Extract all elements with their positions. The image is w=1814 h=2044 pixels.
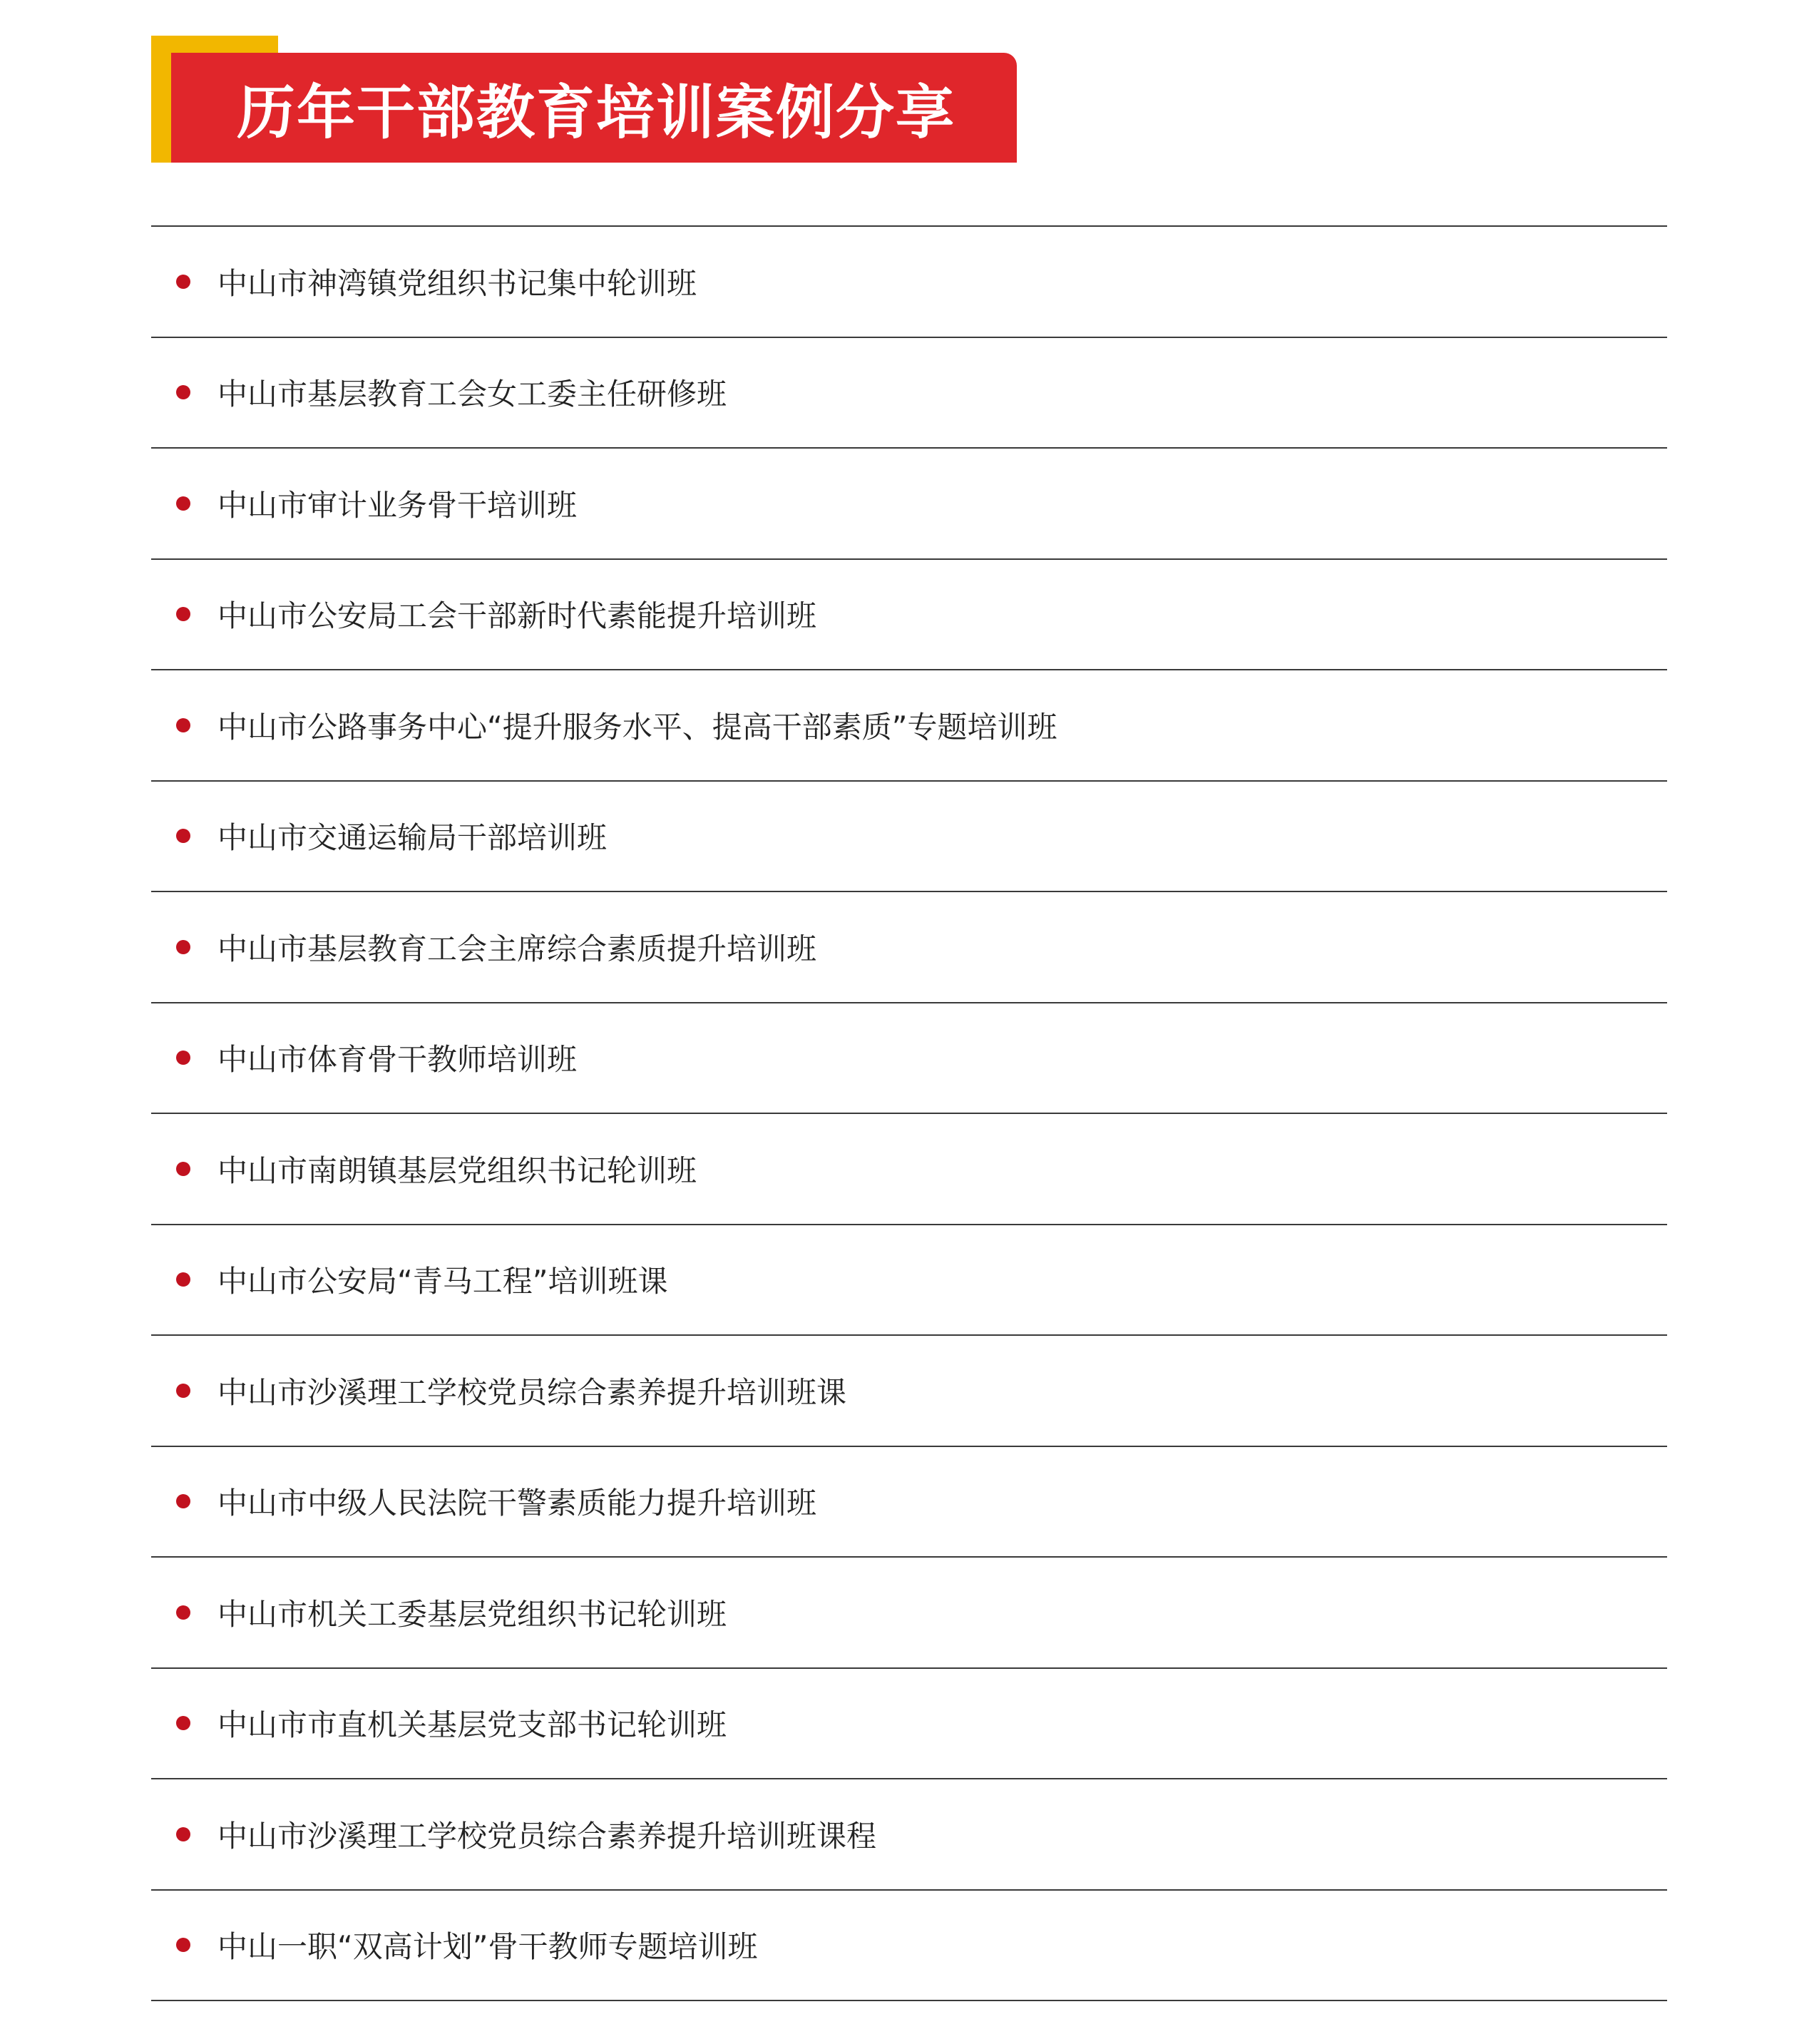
case-label: 中山市南朗镇基层党组织书记轮训班 (217, 1153, 697, 1188)
case-label: 中山市公路事务中心“提升服务水平、提高干部素质”专题培训班 (217, 709, 1057, 745)
case-label: 中山市沙溪理工学校党员综合素养提升培训班课程 (217, 1818, 877, 1854)
case-label: 中山市基层教育工会主席综合素质提升培训班 (217, 931, 817, 966)
bullet-dot-icon (176, 1494, 190, 1508)
list-item (151, 227, 1667, 338)
case-label: 中山一职“双高计划”骨干教师专题培训班 (217, 1929, 758, 1965)
case-label: 中山市市直机关基层党支部书记轮训班 (217, 1707, 727, 1743)
list-item (151, 892, 1667, 1003)
header-banner (171, 53, 1017, 163)
list-item (151, 1447, 1667, 1558)
list-item (151, 670, 1667, 782)
case-label: 中山市神湾镇党组织书记集中轮训班 (217, 265, 697, 301)
list-item (151, 782, 1667, 893)
bullet-dot-icon (176, 1827, 190, 1841)
bullet-dot-icon (176, 385, 190, 399)
section-header (151, 36, 1017, 163)
case-label: 中山市公安局工会干部新时代素能提升培训班 (217, 598, 817, 634)
bullet-dot-icon (176, 1162, 190, 1176)
case-label: 中山市沙溪理工学校党员综合素养提升培训班课 (217, 1374, 847, 1410)
list-item (151, 1669, 1667, 1780)
case-label: 中山市审计业务骨干培训班 (217, 487, 578, 523)
list-item (151, 449, 1667, 560)
bullet-dot-icon (176, 1272, 190, 1287)
bullet-dot-icon (176, 718, 190, 732)
bullet-dot-icon (176, 1716, 190, 1730)
bullet-dot-icon (176, 940, 190, 954)
bullet-dot-icon (176, 1605, 190, 1620)
list-item (151, 560, 1667, 671)
list-item (151, 338, 1667, 449)
list-item (151, 1779, 1667, 1891)
case-label: 中山市公安局“青马工程”培训班课 (217, 1264, 668, 1299)
list-item (151, 1225, 1667, 1337)
list-item (151, 1114, 1667, 1225)
bullet-dot-icon (176, 1938, 190, 1952)
case-label: 中山市基层教育工会女工委主任研修班 (217, 377, 727, 412)
case-label: 中山市机关工委基层党组织书记轮训班 (217, 1596, 727, 1632)
list-item (151, 1003, 1667, 1115)
bullet-dot-icon (176, 829, 190, 843)
case-label: 中山市交通运输局干部培训班 (217, 820, 608, 856)
list-item (151, 1891, 1667, 2002)
list-item (151, 1558, 1667, 1669)
bullet-dot-icon (176, 496, 190, 511)
case-label: 中山市体育骨干教师培训班 (217, 1042, 578, 1078)
bullet-dot-icon (176, 1051, 190, 1065)
case-list (151, 225, 1667, 2001)
bullet-dot-icon (176, 1384, 190, 1398)
bullet-dot-icon (176, 607, 190, 621)
case-label: 中山市中级人民法院干警素质能力提升培训班 (217, 1486, 817, 1521)
page-title: 历年干部教育培训案例分享 (237, 78, 956, 147)
list-item (151, 1336, 1667, 1447)
bullet-dot-icon (176, 275, 190, 289)
